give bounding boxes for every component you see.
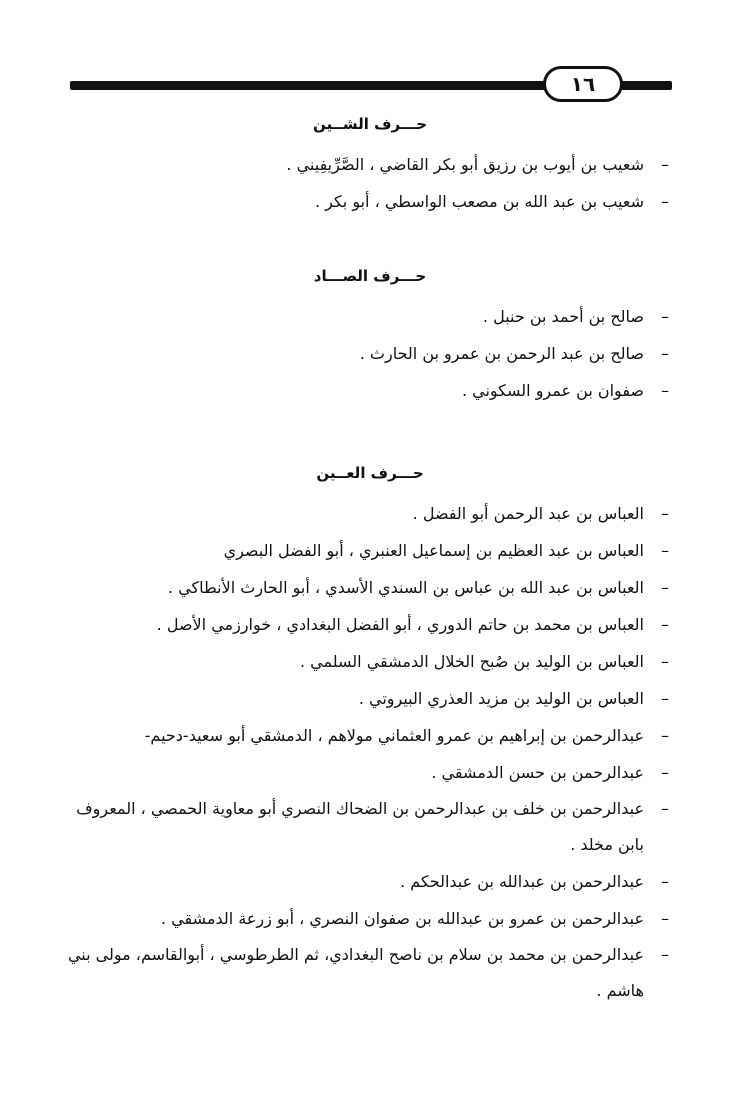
entry-text: عبدالرحمن بن حسن الدمشقي . <box>431 763 644 782</box>
list-item <box>60 183 680 220</box>
list-item <box>60 717 680 754</box>
entry-text: العباس بن عبد العظيم بن إسماعيل العنبري ، أبو الفضل البصري <box>223 541 644 560</box>
dash-bullet: – <box>661 799 669 818</box>
dash-bullet: – <box>661 945 669 964</box>
list-item <box>60 372 680 409</box>
list-item <box>60 298 680 335</box>
section-title: حـــرف العــين <box>316 464 424 482</box>
list-item <box>60 643 680 680</box>
entry-text: عبدالرحمن بن خلف بن عبدالرحمن بن الضحاك النصري أبو معاوية الحمصي ، المعروف بابن مخلد . <box>76 799 644 854</box>
dash-bullet: – <box>661 872 669 891</box>
entry-text: العباس بن عبد الرحمن أبو الفضل . <box>412 504 644 523</box>
entry-text: عبدالرحمن بن عبدالله بن عبدالحكم . <box>400 872 644 891</box>
dash-bullet: – <box>661 689 669 708</box>
list-item <box>60 569 680 606</box>
entry-text: العباس بن الوليد بن صُبح الخلال الدمشقي السلمي . <box>299 652 644 671</box>
dash-bullet: – <box>661 541 669 560</box>
section-sheen <box>60 112 680 220</box>
list-item <box>60 754 680 791</box>
dash-bullet: – <box>661 726 669 745</box>
section-saad <box>60 264 680 409</box>
dash-bullet: – <box>661 578 669 597</box>
list-item <box>60 335 680 372</box>
entry-text: العباس بن محمد بن حاتم الدوري ، أبو الفضل البغدادي ، خوارزمي الأصل . <box>156 615 644 634</box>
list-item <box>60 791 680 863</box>
dash-bullet: – <box>661 344 669 363</box>
dash-bullet: – <box>661 763 669 782</box>
list-item <box>60 863 680 900</box>
section-title: حـــرف الصـــاد <box>313 267 427 285</box>
entry-text: عبدالرحمن بن عمرو بن عبدالله بن صفوان النصري ، أبو زرعة الدمشقي . <box>161 909 644 928</box>
list-item <box>60 146 680 183</box>
list-item <box>60 900 680 937</box>
dash-bullet: – <box>661 381 669 400</box>
entry-text: صالح بن عبد الرحمن بن عمرو بن الحارث . <box>359 344 644 363</box>
dash-bullet: – <box>661 615 669 634</box>
entry-text: العباس بن الوليد بن مزيد العذري البيروتي . <box>358 689 644 708</box>
dash-bullet: – <box>661 909 669 928</box>
entry-text: عبدالرحمن بن محمد بن سلام بن ناصح البغدادي، ثم الطرطوسي ، أبوالقاسم، مولى بني هاشم . <box>67 945 644 1000</box>
list-item <box>60 937 680 1009</box>
entry-text: صفوان بن عمرو السكوني . <box>461 381 644 400</box>
page-body <box>60 112 680 1009</box>
dash-bullet: – <box>661 652 669 671</box>
list-item <box>60 532 680 569</box>
entry-text: عبدالرحمن بن إبراهيم بن عمرو العثماني مولاهم ، الدمشقي أبو سعيد-دحيم- <box>144 726 644 745</box>
section-title: حـــرف الشــين <box>312 115 428 133</box>
entry-text: صالح بن أحمد بن حنبل . <box>482 307 644 326</box>
entry-text: شعيب بن أيوب بن رزيق أبو بكر القاضي ، الصَّرِّيفِيني . <box>286 155 644 174</box>
list-item <box>60 606 680 643</box>
entry-text: العباس بن عبد الله بن عباس بن السندي الأسدي ، أبو الحارث الأنطاكي . <box>168 578 644 597</box>
dash-bullet: – <box>661 504 669 523</box>
list-item <box>60 680 680 717</box>
dash-bullet: – <box>661 192 669 211</box>
dash-bullet: – <box>661 155 669 174</box>
entry-text: شعيب بن عبد الله بن مصعب الواسطي ، أبو بكر . <box>314 192 644 211</box>
page-header <box>70 64 672 108</box>
page-number: ١٦ <box>543 66 623 102</box>
list-item <box>60 495 680 532</box>
dash-bullet: – <box>661 307 669 326</box>
section-ain <box>60 461 680 1009</box>
